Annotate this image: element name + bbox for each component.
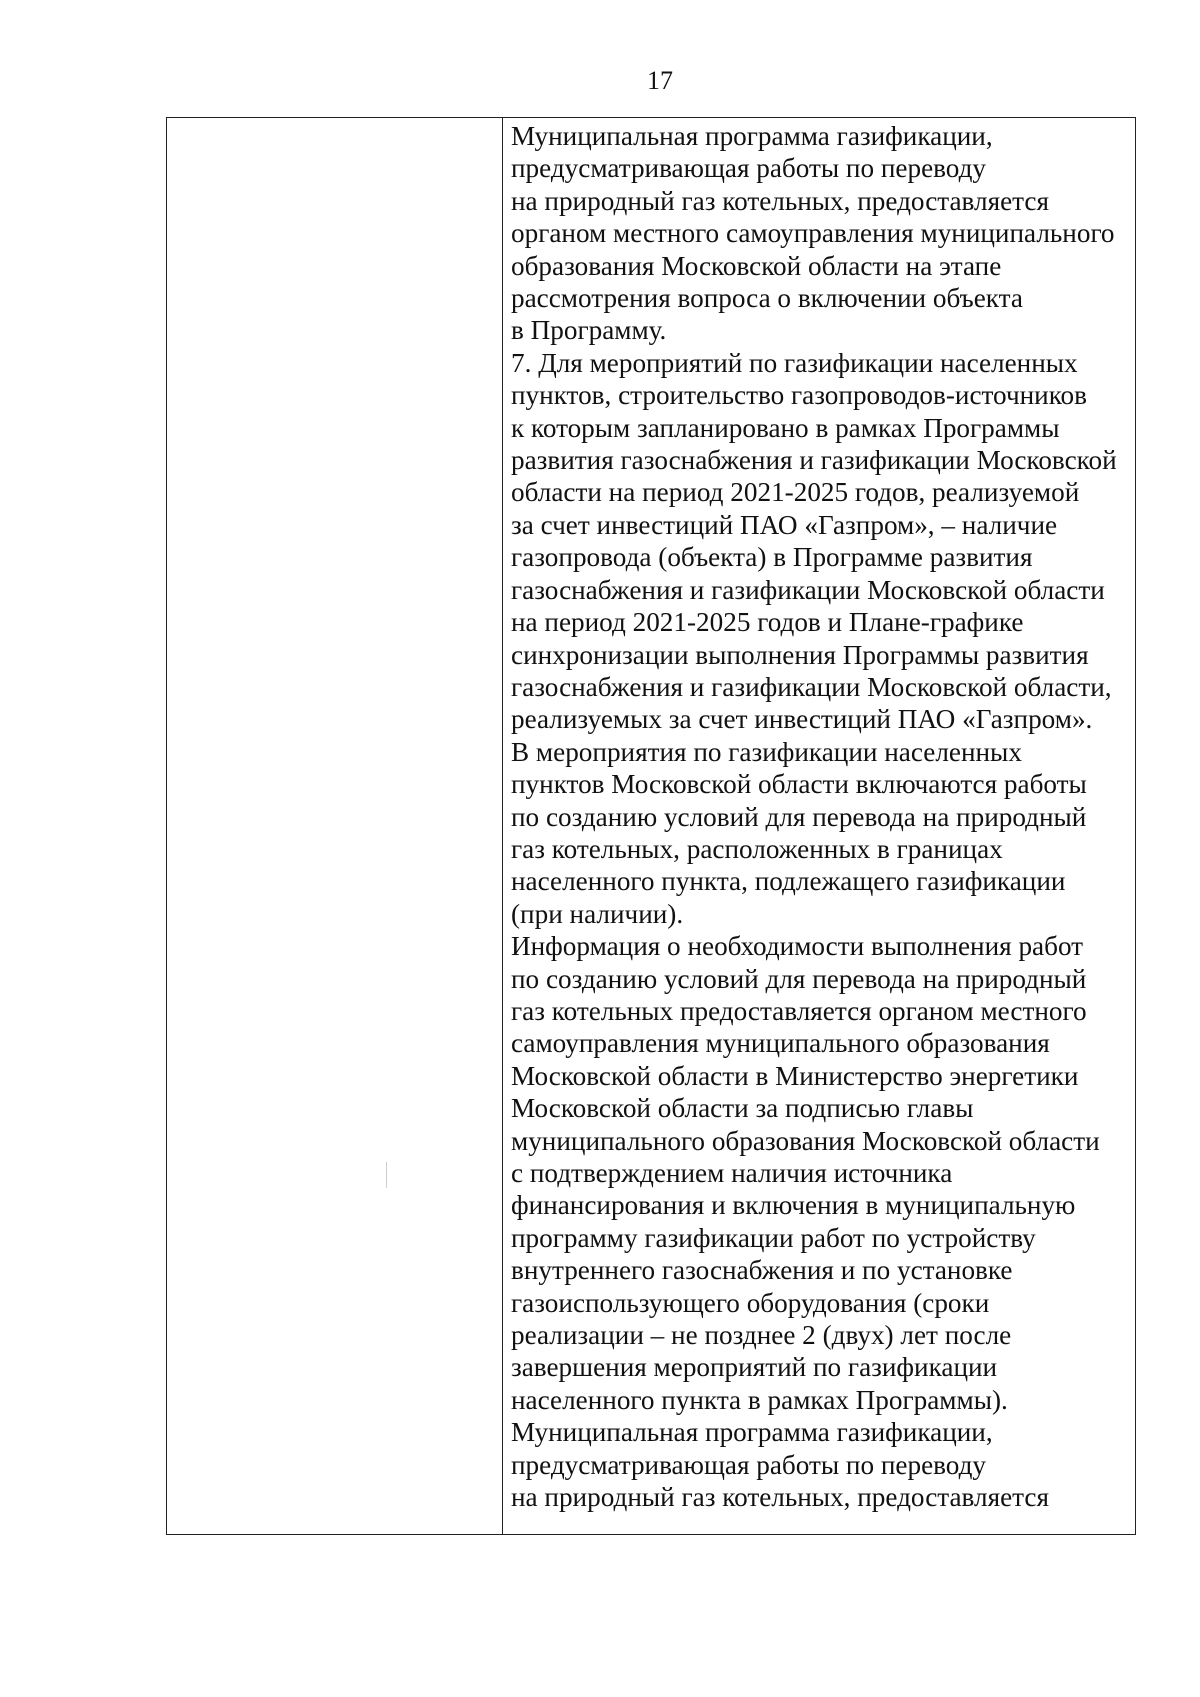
text-line: (при наличии). (511, 898, 684, 929)
text-line: Муниципальная программа газификации, (511, 1417, 993, 1448)
text-line: синхронизации выполнения Программы развития (511, 639, 1089, 670)
text-line: Муниципальная программа газификации, (511, 121, 993, 151)
text-line: за счет инвестиций ПАО «Газпром», – наличие (511, 509, 1058, 540)
text-line: пунктов, строительство газопроводов-источников (511, 380, 1087, 411)
text-line: Московской области в Министерство энергетики (511, 1060, 1079, 1091)
text-line: населенного пункта в рамках Программы). (511, 1384, 1008, 1415)
text-line: газоснабжения и газификации Московской области, (511, 671, 1112, 702)
text-line: области на период 2021-2025 годов, реализуемой (511, 477, 1080, 508)
text-line: газ котельных, расположенных в границах (511, 833, 1003, 864)
text-line: предусматривающая работы по переводу (511, 153, 987, 184)
text-line: на природный газ котельных, предоставляется (511, 1482, 1049, 1513)
text-line: органом местного самоуправления муниципального (511, 218, 1115, 249)
text-line: реализуемых за счет инвестиций ПАО «Газпром». (511, 704, 1093, 735)
text-line: предусматривающая работы по переводу (511, 1449, 987, 1480)
text-line: на природный газ котельных, предоставляется (511, 185, 1049, 216)
text-line: реализации – не позднее 2 (двух) лет после (511, 1320, 1012, 1351)
text-line: газ котельных предоставляется органом местного (511, 995, 1087, 1026)
text-line: в Программу. (511, 315, 667, 346)
text-line: газопровода (объекта) в Программе развития (511, 542, 1033, 573)
table-left-cell (167, 118, 503, 1534)
text-line: самоуправления муниципального образования (511, 1028, 1050, 1059)
text-line: по созданию условий для перевода на природный (511, 963, 1087, 994)
page-number: 17 (647, 66, 673, 95)
text-line: внутреннего газоснабжения и по установке (511, 1255, 1013, 1286)
text-line: Информация о необходимости выполнения работ (511, 931, 1084, 962)
text-line: программу газификации работ по устройству (511, 1222, 1036, 1253)
text-line: образования Московской области на этапе (511, 250, 1002, 281)
text-line: Московской области за подписью главы (511, 1093, 974, 1124)
text-line: финансирования и включения в муниципальную (511, 1190, 1076, 1221)
text-line: развития газоснабжения и газификации Московской (511, 445, 1117, 476)
text-line: к которым запланировано в рамках Программы (511, 412, 1060, 443)
text-line: муниципального образования Московской области (511, 1125, 1100, 1156)
text-line: рассмотрения вопроса о включении объекта (511, 283, 1023, 314)
text-line: газоиспользующего оборудования (сроки (511, 1287, 990, 1318)
document-table (166, 117, 1136, 1535)
table-right-cell (503, 118, 1135, 1534)
scan-artifact-mark (386, 1162, 387, 1188)
text-line: завершения мероприятий по газификации (511, 1352, 998, 1383)
text-line: газоснабжения и газификации Московской области (511, 574, 1105, 605)
text-line: 7. Для мероприятий по газификации населенных (511, 347, 1078, 378)
text-line: населенного пункта, подлежащего газификации (511, 866, 1066, 897)
text-line: В мероприятия по газификации населенных (511, 736, 1022, 767)
text-line: с подтверждением наличия источника (511, 1158, 953, 1188)
text-line: пунктов Московской области включаются работы (511, 769, 1087, 800)
text-line: на период 2021-2025 годов и Плане-графике (511, 607, 1024, 638)
text-line: по созданию условий для перевода на природный (511, 801, 1087, 832)
